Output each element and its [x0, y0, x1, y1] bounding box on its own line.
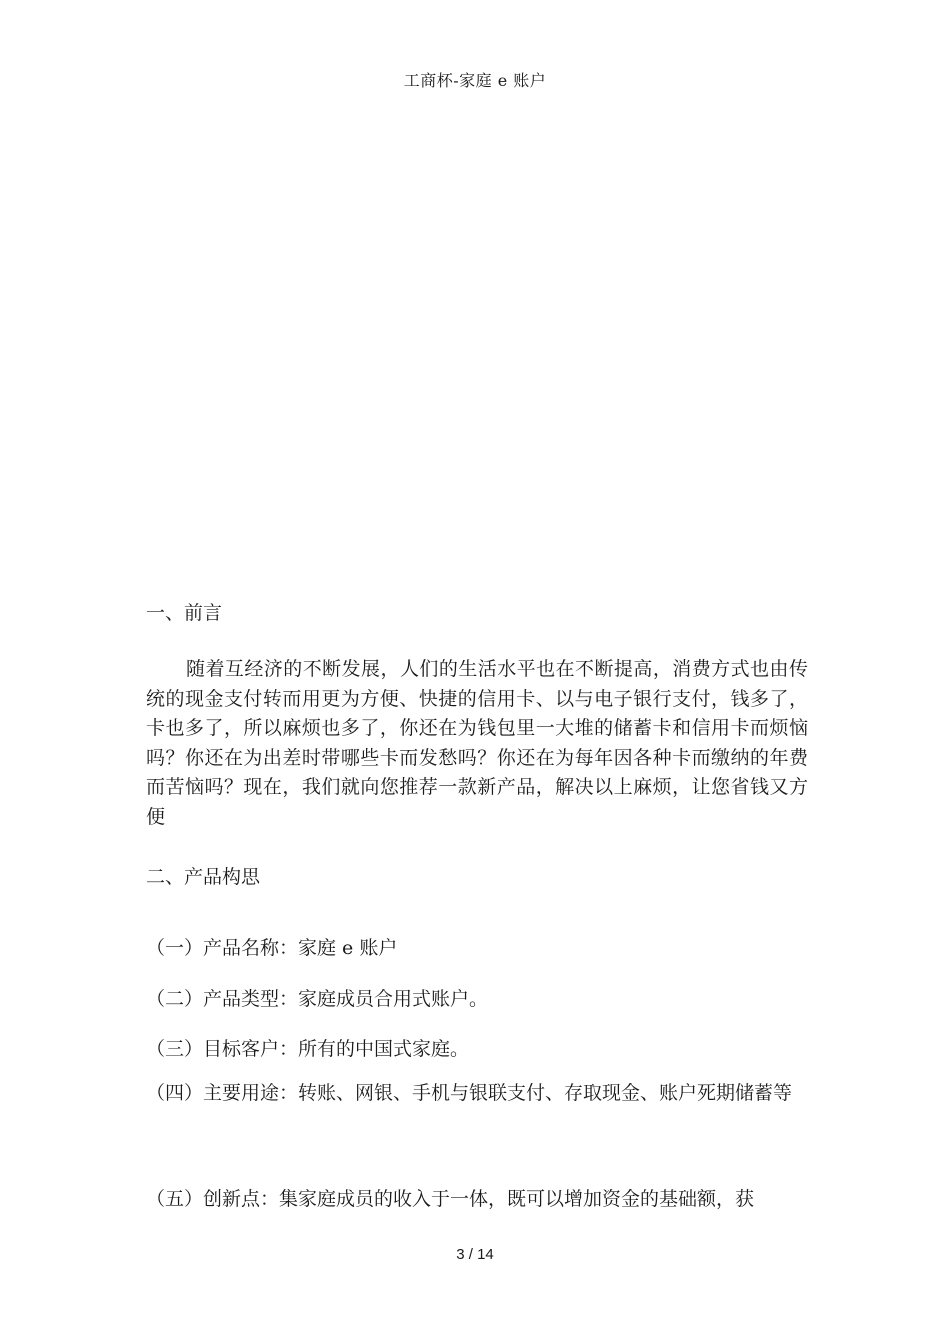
list-item-innovation: （五）创新点：集家庭成员的收入于一体，既可以增加资金的基础额，获 — [146, 1188, 755, 1210]
section-heading-concept: 二、产品构思 — [146, 866, 261, 888]
page-number: 3 / 14 — [456, 1246, 494, 1263]
list-item-main-usage: （四）主要用途：转账、网银、手机与银联支付、存取现金、账户死期储蓄等 — [146, 1082, 793, 1104]
preface-paragraph: 随着互经济的不断发展，人们的生活水平也在不断提高，消费方式也由传统的现金支付转而用更为方便、快捷的信用卡、以与电子银行支付，钱多了，卡也多了，所以麻烦也多了，你还在为钱包里一大堆的储蓄卡和信用卡而烦恼吗？你还在为出差时带哪些卡而发愁吗？你还在为每年因各种卡而缴纳的年费而苦恼吗？现在，我们就向您推荐一款新产品，解决以上麻烦，让您省钱又方便 — [146, 658, 808, 828]
section-heading-preface: 一、前言 — [146, 602, 223, 624]
list-item-product-type: （二）产品类型：家庭成员合用式账户。 — [146, 988, 489, 1010]
list-item-product-name: （一）产品名称：家庭 e 账户 — [146, 937, 398, 959]
list-item-target-customer: （三）目标客户：所有的中国式家庭。 — [146, 1038, 470, 1060]
page-header: 工商杯-家庭 e 账户 — [403, 71, 547, 90]
